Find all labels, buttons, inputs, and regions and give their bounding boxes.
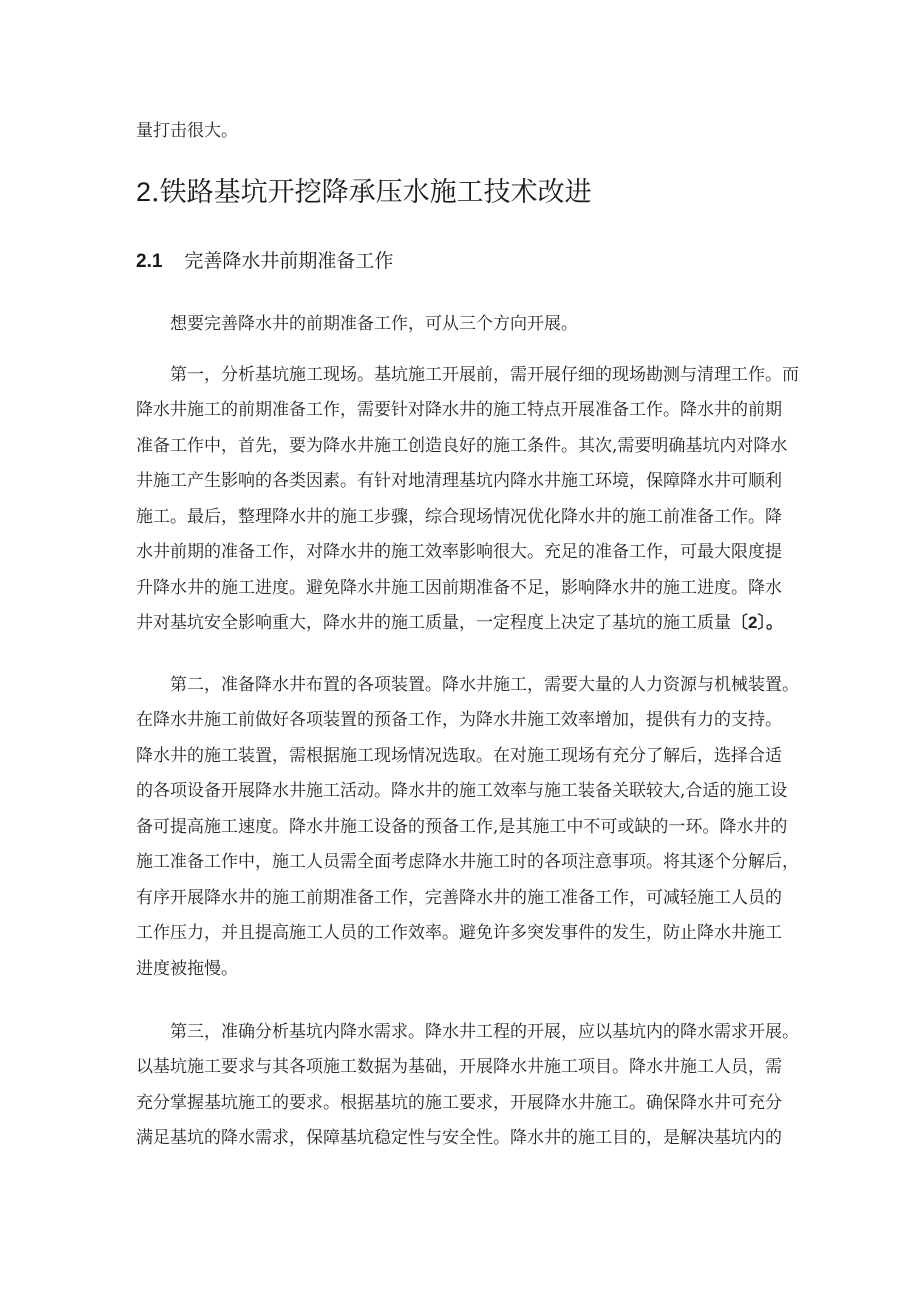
paragraph-line: 井施工产生影响的各类因素。有针对地清理基坑内降水井施工环境，保障降水井可顺利 [136, 471, 782, 491]
subsection-heading [136, 248, 393, 275]
paragraph-line [136, 612, 783, 634]
section-heading [136, 174, 592, 211]
paragraph-line: 备可提高施工速度。降水井施工设备的预备工作,是其施工中不可或缺的一环。降水井的 [136, 817, 788, 837]
paragraph-line: 工作压力，并且提高施工人员的工作效率。避免许多突发事件的发生，防止降水井施工 [136, 923, 782, 943]
paragraph-line: 在降水井施工前做好各项装置的预备工作，为降水井施工效率增加，提供有力的支持。 [136, 710, 782, 730]
paragraph-line-text: 井对基坑安全影响重大，降水井的施工质量，一定程度上决定了基坑的施工质量 [136, 613, 731, 633]
paragraph-line: 水井前期的准备工作，对降水井的施工效率影响很大。充足的准备工作，可最大限度提 [136, 542, 782, 562]
paragraph-line: 第三，准确分析基坑内降水需求。降水井工程的开展，应以基坑内的降水需求开展。 [170, 1022, 799, 1042]
paragraph-line: 进度被拖慢。 [136, 959, 238, 979]
paragraph-line: 满足基坑的降水需求，保障基坑稳定性与安全性。降水井的施工目的，是解决基坑内的 [136, 1128, 782, 1148]
paragraph-line: 施工准备工作中，施工人员需全面考虑降水井施工时的各项注意事项。将其逐个分解后， [136, 852, 799, 872]
paragraph-line: 的各项设备开展降水井施工活动。降水井的施工效率与施工装备关联较大,合适的施工设 [136, 781, 788, 801]
paragraph-line: 第一，分析基坑施工现场。基坑施工开展前，需开展仔细的现场勘测与清理工作。而 [170, 365, 799, 385]
paragraph-line: 有序开展降水井的施工前期准备工作，完善降水井的施工准备工作，可减轻施工人员的 [136, 888, 782, 908]
continued-text: 量打击很大。 [136, 121, 238, 141]
paragraph-line: 升降水井的施工进度。避免降水井施工因前期准备不足，影响降水井的施工进度。降水 [136, 578, 782, 598]
citation-reference: 〔2〕。 [731, 613, 783, 632]
paragraph-line: 充分掌握基坑施工的要求。根据基坑的施工要求，开展降水井施工。确保降水井可充分 [136, 1093, 782, 1113]
paragraph-line: 降水井施工的前期准备工作，需要针对降水井的施工特点开展准备工作。降水井的前期 [136, 400, 782, 420]
paragraph-line: 施工。最后，整理降水井的施工步骤，综合现场情况优化降水井的施工前准备工作。降 [136, 507, 782, 527]
section-number: 2 [136, 177, 152, 207]
subsection-number: 2.1 [136, 251, 163, 272]
section-title: .铁路基坑开挖降承压水施工技术改进 [151, 177, 592, 208]
intro-paragraph: 想要完善降水井的前期准备工作，可从三个方向开展。 [170, 314, 578, 334]
paragraph-line: 以基坑施工要求与其各项施工数据为基础，开展降水井施工项目。降水井施工人员，需 [136, 1057, 782, 1077]
paragraph-line: 第二，准备降水井布置的各项装置。降水井施工，需要大量的人力资源与机械装置。 [170, 675, 799, 695]
paragraph-line: 降水井的施工装置，需根据施工现场情况选取。在对施工现场有充分了解后，选择合适 [136, 746, 782, 766]
subsection-title: 完善降水井前期准备工作 [184, 250, 394, 272]
paragraph-line: 准备工作中，首先，要为降水井施工创造良好的施工条件。其次,需要明确基坑内对降水 [136, 436, 788, 456]
